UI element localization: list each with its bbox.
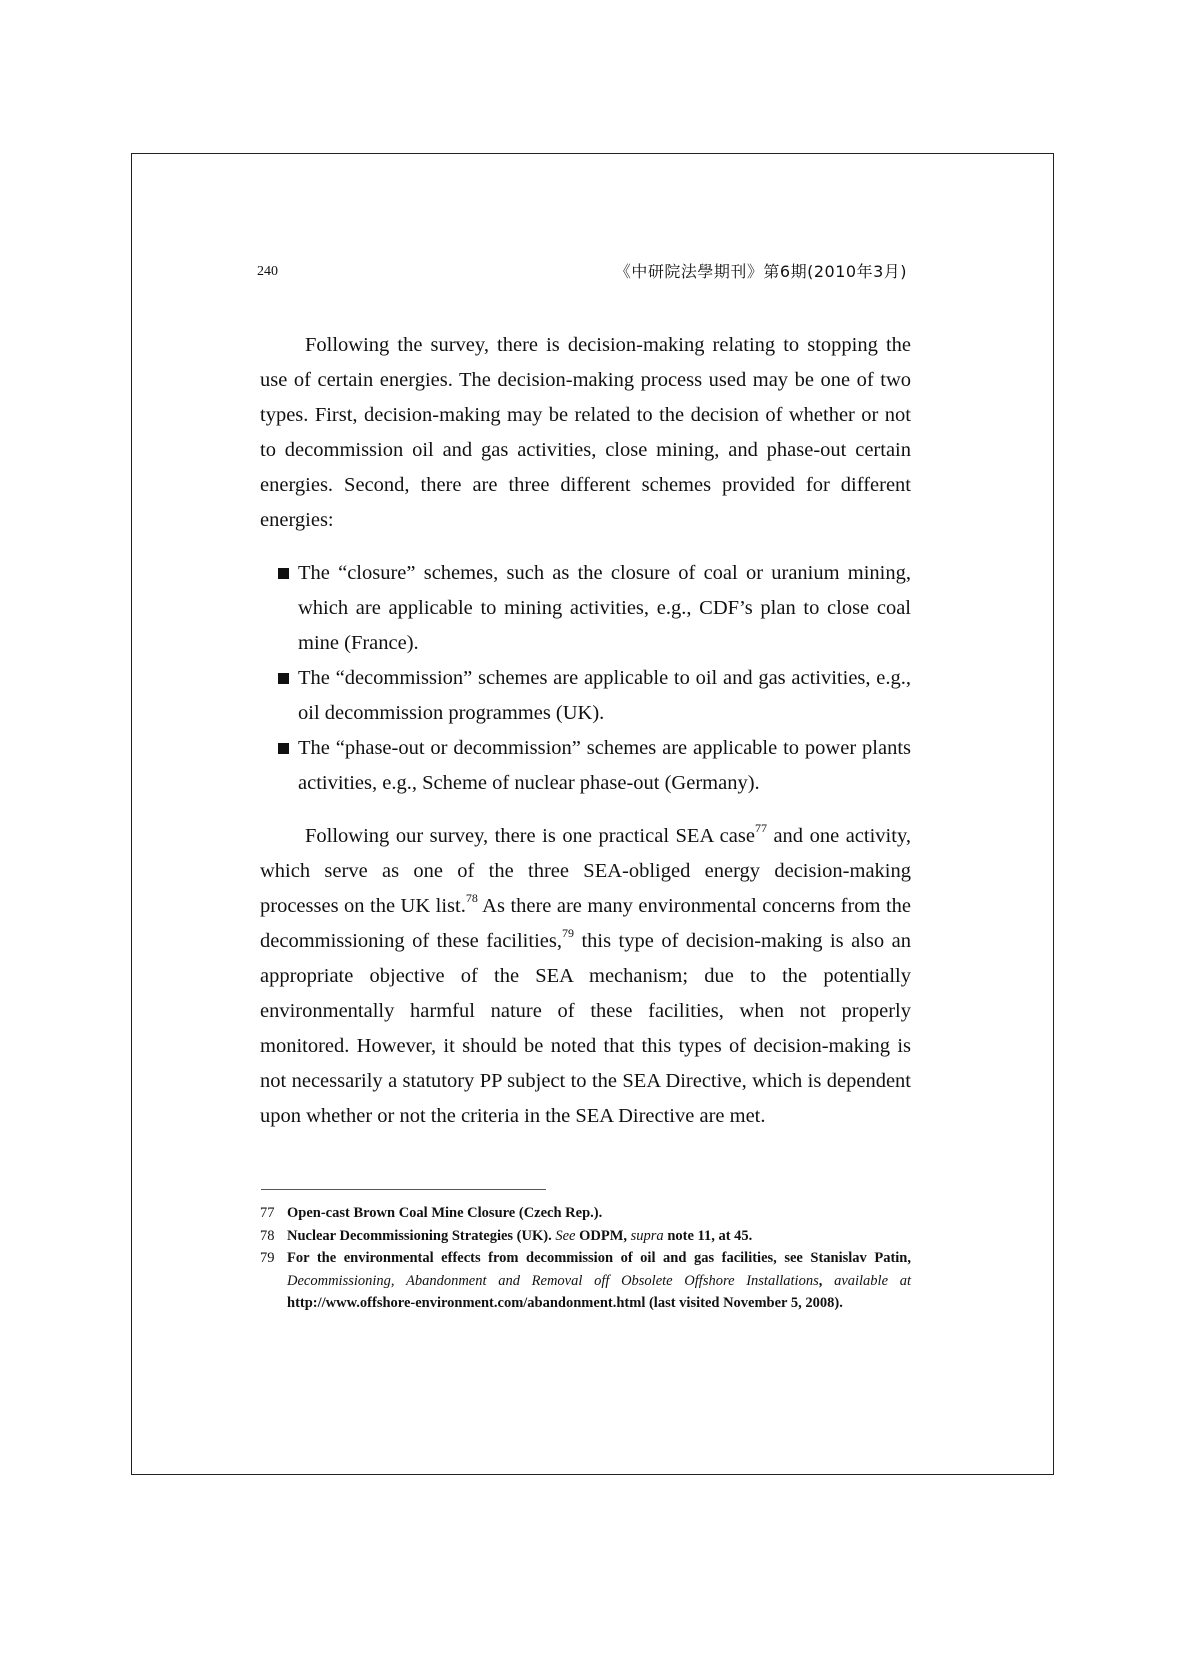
- footnote-text-url: http://www.offshore-environment.com/abandonment.html (last visited November 5, 2008).: [287, 1295, 843, 1311]
- page-number: 240: [257, 264, 278, 279]
- signal-available-at: available at: [834, 1272, 911, 1289]
- footnote-ref-78[interactable]: 78: [465, 891, 478, 905]
- signal-see: See: [555, 1227, 576, 1244]
- footnote-text: Nuclear Decommissioning Strategies (UK).: [287, 1227, 556, 1244]
- list-item: [260, 731, 911, 801]
- paragraph-2-segment: this type of decision-making is also an appropriate objective of the SEA mechanism; due to the potentially environmentally harmful nature of these facilities, when not properly monitored. However, it should be noted that this types of decision-making is not necessarily a statutory PP subject to the SEA Directive, which is dependent upon whether or not the criteria in the SEA Directive are met.: [260, 930, 911, 1127]
- footnote-text: ODPM,: [575, 1227, 631, 1244]
- list-item-text: The “decommission” schemes are applicable to oil and gas activities, e.g., oil decommission programmes (UK).: [298, 667, 911, 724]
- body-text: [260, 328, 911, 1134]
- footnote-ref-77[interactable]: 77: [754, 821, 767, 835]
- footnote-text: note 11, at 45.: [663, 1227, 753, 1244]
- list-item-text: The “closure” schemes, such as the closure of coal or uranium mining, which are applicable to mining activities, e.g., CDF’s plan to close coal mine (France).: [298, 562, 911, 654]
- footnote-number: 77: [260, 1205, 275, 1221]
- signal-supra: supra: [630, 1227, 664, 1244]
- scheme-list: [260, 556, 911, 801]
- running-head: 《中研院法學期刊》第6期(2010年3月): [614, 262, 907, 281]
- footnote-text: ,: [818, 1272, 835, 1289]
- list-item: [260, 556, 911, 661]
- list-item: [260, 661, 911, 731]
- cited-work-title: Decommissioning, Abandonment and Removal off Obsolete Offshore Installations: [287, 1272, 819, 1289]
- paragraph-2-segment: As there are many environmental concerns from the decommissioning of these facilities,: [260, 895, 912, 952]
- paragraph-2: [260, 819, 911, 1134]
- footnote-77: [260, 1202, 911, 1225]
- footnote-79: [260, 1247, 911, 1315]
- square-bullet-icon: [278, 673, 289, 684]
- footnote-number: 78: [260, 1227, 275, 1244]
- paragraph-1: Following the survey, there is decision-making relating to stopping the use of certain energies. The decision-making process used may be one of two types. First, decision-making may be related to the decision of whether or not to decommission oil and gas activities, close mining, and phase-out certain energies. Second, there are three different schemes provided for different energies:: [260, 334, 911, 531]
- footnote-78: [260, 1225, 911, 1248]
- square-bullet-icon: [278, 743, 289, 754]
- footnote-separator: [261, 1189, 546, 1190]
- footnotes: [260, 1202, 911, 1315]
- footnote-number: 79: [260, 1250, 275, 1266]
- list-item-text: The “phase-out or decommission” schemes are applicable to power plants activities, e.g., Scheme of nuclear phase-out (Germany).: [298, 737, 911, 794]
- footnote-text: Open-cast Brown Coal Mine Closure (Czech Rep.).: [287, 1205, 603, 1221]
- paragraph-2-segment: and one activity, which serve as one of the three SEA-obliged energy decision-making processes on the UK list.: [260, 825, 911, 917]
- footnote-ref-79[interactable]: 79: [561, 926, 574, 940]
- square-bullet-icon: [278, 568, 289, 579]
- footnote-text: For the environmental effects from decommission of oil and gas facilities, see Stanislav Patin,: [287, 1250, 911, 1266]
- paragraph-2-segment: Following our survey, there is one practical SEA case: [305, 825, 755, 847]
